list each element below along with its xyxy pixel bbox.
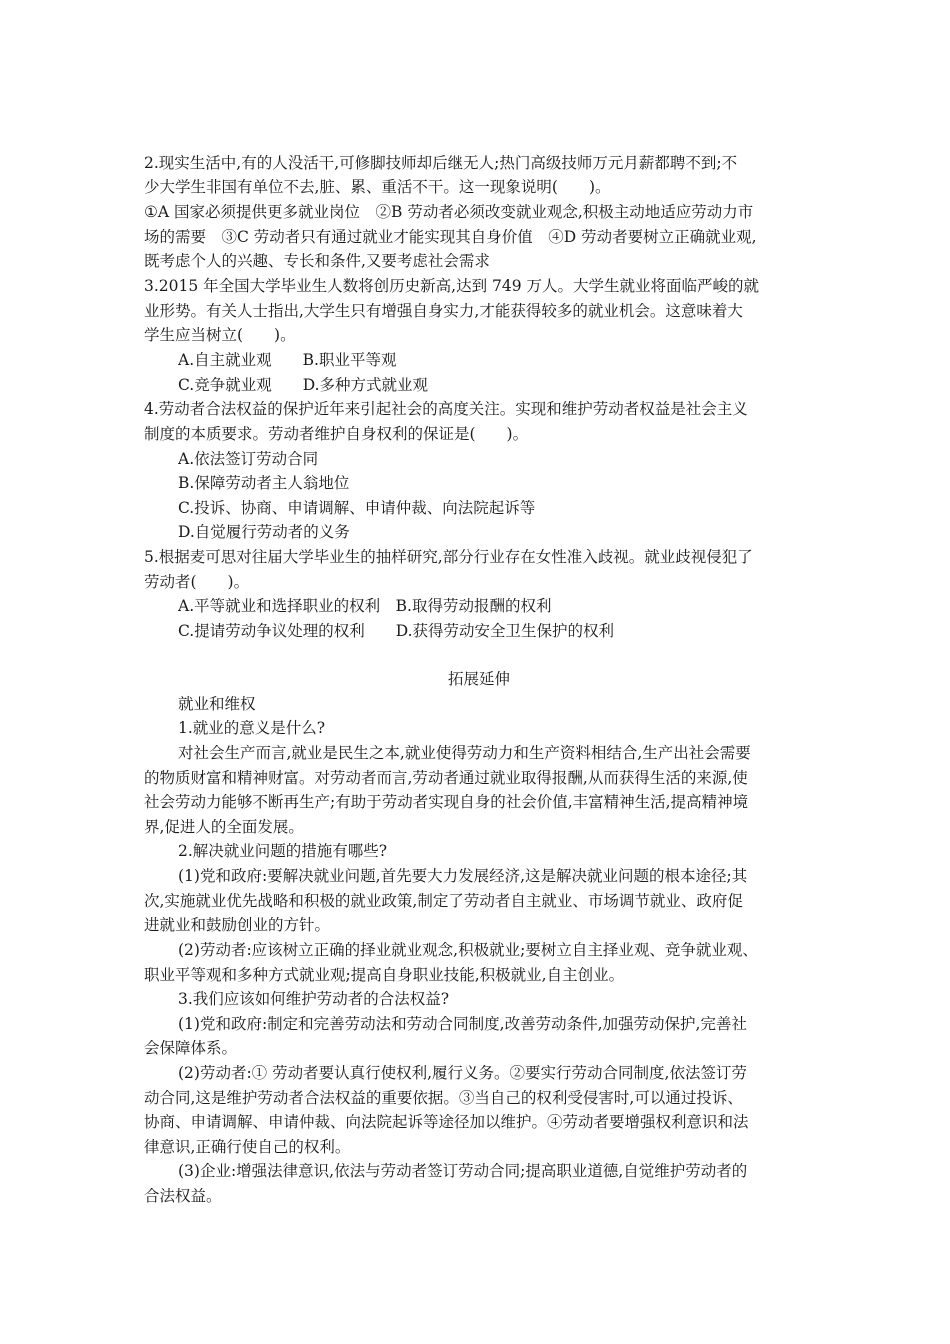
ext-line-4: 社会劳动力能够不断再生产;有助于劳动者实现自身的社会价值,丰富精神生活,提高精神境 — [144, 793, 749, 811]
q4-option-b: B.保障劳动者主人翁地位 — [178, 474, 350, 492]
ext-line-11: 职业平等观和多种方式就业观;提高自身职业技能,积极就业,自主创业。 — [144, 966, 625, 984]
ext-line-15: (2)劳动者:① 劳动者要认真行使权利,履行义务。②要实行劳动合同制度,依法签订劳 — [178, 1064, 747, 1082]
ext-line-17: 协商、申请调解、申请仲裁、向法院起诉等途径加以维护。④劳动者要增强权利意识和法 — [144, 1113, 749, 1131]
q4-line-1: 4.劳动者合法权益的保护近年来引起社会的高度关注。实现和维护劳动者权益是社会主义 — [144, 400, 748, 418]
q2-line-2: 少大学生非国有单位不去,脏、累、重活不干。这一现象说明( )。 — [144, 178, 611, 196]
q5-line-2: 劳动者( )。 — [144, 573, 250, 591]
ext-line-20: 合法权益。 — [144, 1187, 222, 1205]
ext-line-3: 的物质财富和精神财富。对劳动者而言,劳动者通过就业取得报酬,从而获得生活的来源,使 — [144, 769, 748, 787]
q2-line-1: 2.现实生活中,有的人没活干,可修脚技师却后继无人;热门高级技师万元月薪都聘不到;不 — [144, 154, 738, 172]
ext-line-8: 次,实施就业优先战略和积极的就业政策,制定了劳动者自主就业、市场调节就业、政府促 — [144, 892, 743, 910]
q4-line-2: 制度的本质要求。劳动者维护自身权利的保证是( )。 — [144, 425, 529, 443]
section-subtitle: 就业和维权 — [178, 695, 256, 713]
q3-line-1: 3.2015 年全国大学毕业生人数将创历史新高,达到 749 万人。大学生就业将面临严峻的就 — [144, 277, 760, 295]
q2-line-5: 既考虑个人的兴趣、专长和条件,又要考虑社会需求 — [144, 252, 490, 270]
ext-line-14: 会保障体系。 — [144, 1039, 238, 1057]
ext-line-6: 2.解决就业问题的措施有哪些? — [178, 842, 388, 860]
ext-line-16: 动合同,这是维护劳动者合法权益的重要依据。③当自己的权利受侵害时,可以通过投诉、 — [144, 1089, 743, 1107]
q2-line-3: ①A 国家必须提供更多就业岗位 ②B 劳动者必须改变就业观念,积极主动地适应劳动力市 — [144, 203, 754, 221]
ext-line-2: 对社会生产而言,就业是民生之本,就业使得劳动力和生产资料相结合,生产出社会需要 — [178, 744, 751, 762]
ext-line-10: (2)劳动者:应该树立正确的择业就业观念,积极就业;要树立自主择业观、竞争就业观、 — [178, 941, 758, 959]
q3-options-1: A.自主就业观 B.职业平等观 — [178, 351, 397, 369]
q5-options-1: A.平等就业和选择职业的权利 B.取得劳动报酬的权利 — [178, 597, 552, 615]
ext-line-19: (3)企业:增强法律意识,依法与劳动者签订劳动合同;提高职业道德,自觉维护劳动者的 — [178, 1162, 748, 1180]
q5-line-1: 5.根据麦可思对往届大学毕业生的抽样研究,部分行业存在女性准入歧视。就业歧视侵犯了 — [144, 548, 753, 566]
q3-line-3: 学生应当树立( )。 — [144, 326, 296, 344]
q3-options-2: C.竞争就业观 D.多种方式就业观 — [178, 376, 429, 394]
q5-options-2: C.提请劳动争议处理的权利 D.获得劳动安全卫生保护的权利 — [178, 622, 615, 640]
q4-option-a: A.依法签订劳动合同 — [178, 450, 319, 468]
q3-line-2: 业形势。有关人士指出,大学生只有增强自身实力,才能获得较多的就业机会。这意味着大 — [144, 302, 743, 320]
ext-line-9: 进就业和鼓励创业的方针。 — [144, 916, 331, 934]
ext-line-18: 律意识,正确行使自己的权利。 — [144, 1138, 351, 1156]
section-title: 拓展延伸 — [447, 670, 510, 688]
ext-line-13: (1)党和政府:制定和完善劳动法和劳动合同制度,改善劳动条件,加强劳动保护,完善社 — [178, 1015, 747, 1033]
ext-line-1: 1.就业的意义是什么? — [178, 719, 326, 737]
q4-option-c: C.投诉、协商、申请调解、申请仲裁、向法院起诉等 — [178, 499, 536, 517]
q2-line-4: 场的需要 ③C 劳动者只有通过就业才能实现其自身价值 ④D 劳动者要树立正确就业观, — [144, 228, 757, 246]
q4-option-d: D.自觉履行劳动者的义务 — [178, 523, 350, 541]
ext-line-5: 界,促进人的全面发展。 — [144, 818, 304, 836]
ext-line-7: (1)党和政府:要解决就业问题,首先要大力发展经济,这是解决就业问题的根本途径;其 — [178, 867, 748, 885]
ext-line-12: 3.我们应该如何维护劳动者的合法权益? — [178, 990, 450, 1008]
